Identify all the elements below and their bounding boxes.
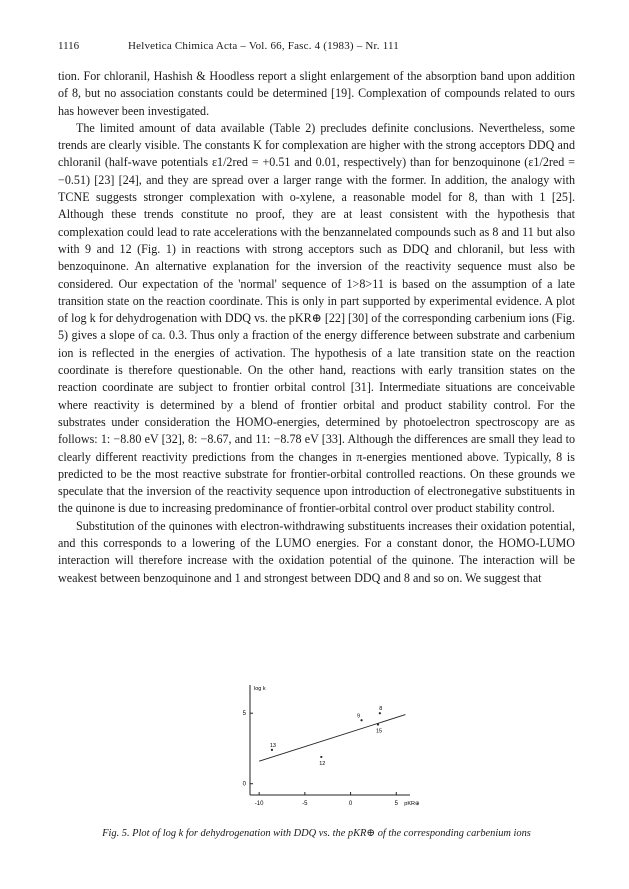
data-point	[360, 719, 362, 721]
figure-caption: Fig. 5. Plot of log k for dehydrogenation with DDQ vs. the pKR⊕ of the corresponding carbenium ions	[102, 828, 531, 839]
point-label: 15	[375, 728, 383, 735]
data-point	[271, 749, 273, 751]
paragraph-2: The limited amount of data available (Table 2) precludes definite conclusions. Nevertheless, some trends are clearly visible. The constants K for complexation are higher with the strong acceptors DDQ and chloranil (half-wave potentials ε1/2red = +0.51 and 0.01, respectively) than for benzoquinone (ε1/2red = −0.51) [23] [24], and they are spread over a larger range with the former. In addition, the analogy with TCNE suggests stronger complexation with o-xylene, a reasonable model for 8, than with 1 [25]. Although these trends constitute no proof, they are at least consistent with the hypothesis that complexation could lead to rate accelerations with the benzannelated compounds such as 8 and 11 but also with 9 and 12 (Fig. 1) in reactions with strong acceptors such as DDQ and chloranil, but less with benzoquinone. An alternative explanation for the inversion of the reactivity sequence must also be considered. Our expectation of the 'normal' sequence of 1>8>11 is based on the assumption of a late transition state on the reaction coordinate. This is only in part supported by experimental evidence. A plot of log k for dehydrogenation with DDQ vs. the pKR⊕ [22] [30] of the corresponding carbenium ions (Fig. 5) gives a slope of ca. 0.3. Thus only a fraction of the energy difference between substrate and carbenium ion is reflected in the energies of activation. The hypothesis of a late transition state on the reaction coordinate is therefore questionable. On the other hand, reactions with early transition states on the reaction coordinate are subject to frontier orbital control [31]. Intermediate situations are conceivable where reactivity is determined by a blend of frontier orbital and product stability control. For the substrates under consideration the HOMO-energies, determined by photoelectron spectroscopy are as follows: 1: −8.80 eV [32], 8: −8.67, and 11: −8.78 eV [33]. Although the differences are small they lead to clearly different reactivity predictions from the changes in π-energies mentioned above. Typically, 8 is predicted to be the most reactive substrate for frontier-orbital controlled reactions. On these grounds we speculate that the inversion of the reactivity sequence upon introduction of electronegative substituents in the quinone is due to increasing predominance of frontier-orbital control over product stability control.	[58, 120, 575, 516]
point-label: 13	[269, 742, 277, 749]
running-title: Helvetica Chimica Acta – Vol. 66, Fasc. 4 (1983) – Nr. 111	[128, 40, 399, 52]
paragraph-3: Substitution of the quinones with electron-withdrawing substituents increases their oxidation potential, and this corresponds to a lowering of the LUMO energies. For a constant donor, the HOMO-LUMO interaction will therefore increase with the oxidation potential of the quinone. The interaction will be weakest between benzoquinone and 1 and strongest between DDQ and 8 and so on. We suggest that	[58, 518, 575, 585]
y-tick-label: 5	[242, 711, 246, 718]
data-point	[320, 756, 322, 758]
regression-line	[259, 715, 405, 762]
point-label: 9	[357, 713, 361, 720]
x-tick-label: 0	[348, 801, 353, 807]
paragraph-1: tion. For chloranil, Hashish & Hoodless report a slight enlargement of the absorption band upon addition of 8, but no association constants could be determined [19]. Complexation of compounds related to ours has however been investigated.	[58, 69, 575, 118]
x-tick-label: -10	[254, 801, 264, 807]
figure-5-plot	[220, 675, 420, 820]
page-number: 1116	[58, 40, 80, 52]
point-label: 8	[379, 706, 383, 713]
point-label: 12	[319, 760, 326, 767]
x-tick-label: 5	[394, 801, 398, 807]
data-point	[379, 712, 381, 714]
y-axis-label: log k	[254, 686, 266, 692]
x-axis-label: pKR⊕	[404, 801, 420, 807]
article-body	[58, 68, 575, 587]
data-point	[377, 723, 379, 725]
x-tick-label: -5	[302, 801, 308, 807]
y-tick-label: 0	[242, 781, 246, 788]
